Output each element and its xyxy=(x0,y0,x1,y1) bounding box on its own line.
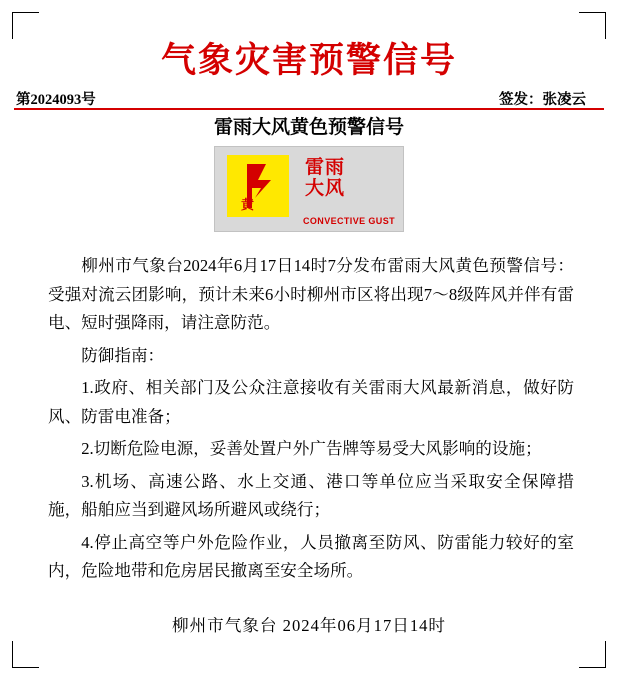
document-meta xyxy=(14,88,604,109)
signal-icon-cn-name xyxy=(305,157,345,199)
signal-icon-right xyxy=(301,147,403,231)
document-subtitle: 雷雨大风黄色预警信号 xyxy=(213,117,404,138)
document-body xyxy=(48,252,574,590)
signal-icon-en-name: CONVECTIVE GUST xyxy=(303,216,396,226)
header-divider xyxy=(14,108,604,110)
body-paragraph: 4.停止高空等户外危险作业，人员撤离至防风、防雷能力较好的室内，危险地带和危房居民撤离至安全场所。 xyxy=(48,532,574,580)
signal-icon-cn-line1: 雷雨 xyxy=(305,157,346,178)
document-signer: 签发：张凌云 xyxy=(499,92,586,108)
warning-signal-icon xyxy=(214,146,404,232)
document-number: 第2024093号 xyxy=(16,92,96,108)
signal-level-label: 黄 xyxy=(241,197,255,212)
body-paragraph: 柳州市气象台2024年6月17日14时7分发布雷雨大风黄色预警信号：受强对流云团影响，预计未来6小时柳州市区将出现7～8级阵风并伴有雷电、短时强降雨，请注意防范。 xyxy=(48,256,574,332)
body-paragraph: 3.机场、高速公路、水上交通、港口等单位应当采取安全保障措施，船舶应当到避风场所避风或绕行； xyxy=(48,471,574,519)
signal-icon-cn-line2: 大风 xyxy=(305,178,346,199)
body-paragraph: 2.切断危险电源，妥善处置户外广告牌等易受大风影响的设施； xyxy=(81,439,542,458)
crop-mark-bottom-right xyxy=(579,641,606,668)
page-title: 气象灾害预警信号 xyxy=(160,41,457,80)
body-paragraph: 1.政府、相关部门及公众注意接收有关雷雨大风最新消息，做好防风、防雷电准备； xyxy=(48,378,574,426)
signal-icon-yellow-square xyxy=(227,155,289,217)
body-paragraph: 防御指南： xyxy=(81,345,165,365)
signal-icon-left xyxy=(215,147,301,231)
document-footer: 柳州市气象台 2024年06月17日14时 xyxy=(171,616,447,635)
crop-mark-bottom-left xyxy=(12,641,39,668)
